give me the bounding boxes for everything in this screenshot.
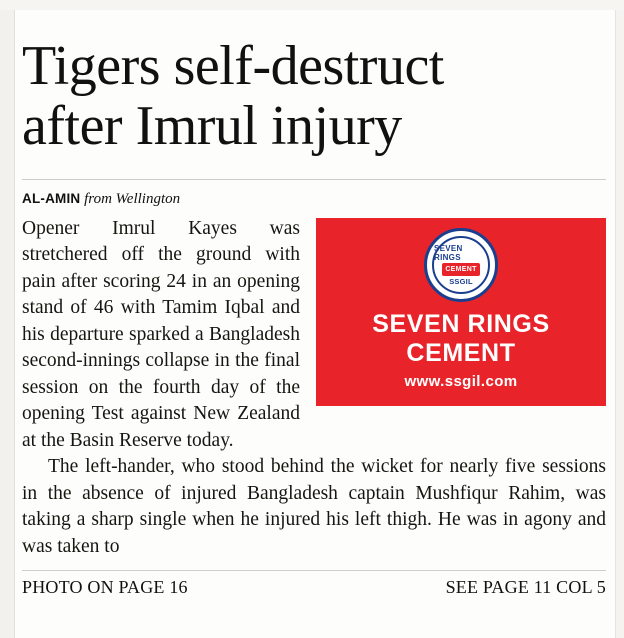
byline-location: from Wellington: [84, 190, 181, 207]
article-footer: [22, 577, 606, 598]
advert-brand-line-1: SEVEN RINGS: [372, 309, 550, 338]
seal-top-text: SEVEN RINGS: [434, 243, 463, 262]
seal-mid-band: [442, 263, 480, 276]
footer-photo-reference: PHOTO ON PAGE 16: [22, 577, 188, 598]
byline-author: AL-AMIN: [22, 190, 81, 206]
body-and-advert: [22, 216, 606, 561]
article-headline: [22, 35, 606, 157]
footer-continuation-reference: SEE PAGE 11 COL 5: [445, 577, 606, 598]
headline-line-1: Tigers self-destruct: [22, 35, 444, 98]
advert-brand-line-2: CEMENT: [406, 338, 516, 367]
article-content: [22, 14, 606, 598]
seal-bottom-text: SSGIL: [449, 276, 473, 286]
scan-edge-left: [0, 0, 15, 638]
seal-mid-text: CEMENT: [445, 265, 477, 273]
headline-line-2: after Imrul injury: [22, 95, 402, 158]
footer-divider: [22, 570, 606, 571]
headline-divider: [22, 179, 606, 180]
seven-rings-seal-icon: [424, 228, 498, 302]
byline: [22, 190, 606, 208]
scan-edge-right: [615, 0, 624, 638]
advert-website-url[interactable]: www.ssgil.com: [404, 372, 518, 390]
advert-brand: [316, 310, 606, 368]
seal-inner: [432, 236, 490, 294]
article-paragraph: Opener Imrul Kayes was stretchered off the ground with pain after scoring 24 in an opening stand of 46 with Tamim Iqbal and his departure sparked a Bangladesh second-innings collapse in the final session on the fourth day of the opening Test against New Zealand at the Basin Reserve today.: [22, 217, 300, 451]
scan-edge-top: [0, 0, 624, 10]
article-paragraph: The left-hander, who stood behind the wicket for nearly five sessions in the absence of injured Bangladesh captain Mushfiqur Rahim, was taking a sharp single when he injured his left thigh. He was in agony and was taken to: [22, 456, 606, 557]
advertisement-seven-rings-cement[interactable]: [316, 218, 606, 406]
